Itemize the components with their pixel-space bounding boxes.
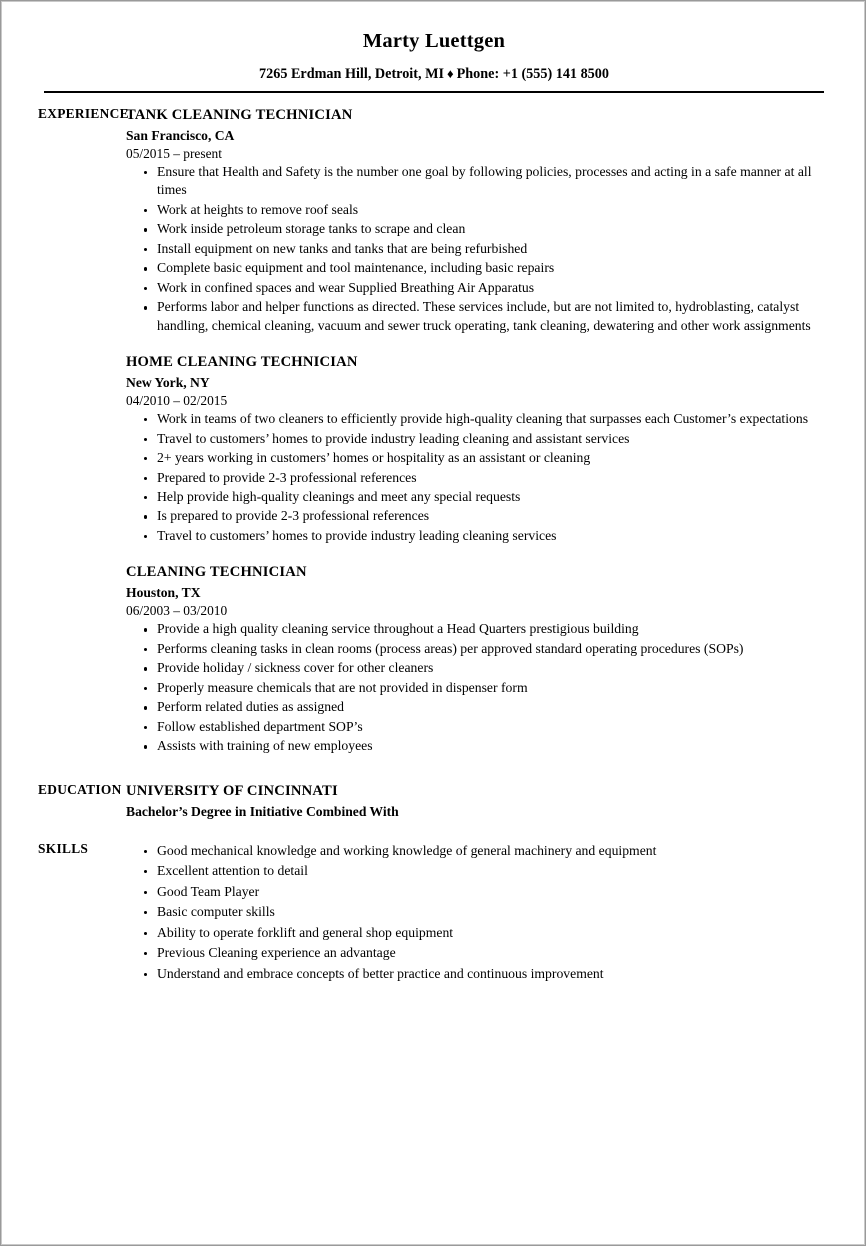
list-item: Perform related duties as assigned	[126, 698, 826, 716]
list-item: Properly measure chemicals that are not provided in dispenser form	[126, 679, 826, 697]
diamond-separator-icon: ♦	[446, 65, 454, 81]
list-item: Complete basic equipment and tool maintenance, including basic repairs	[126, 259, 826, 277]
skills-list	[126, 842, 826, 983]
section-label-education: EDUCATION	[38, 781, 122, 797]
list-item: Work inside petroleum storage tanks to scrape and clean	[126, 220, 826, 238]
list-item: Ability to operate forklift and general shop equipment	[126, 924, 826, 942]
list-item: Basic computer skills	[126, 903, 826, 921]
contact-line	[2, 53, 866, 83]
list-item: Follow established department SOP’s	[126, 718, 826, 736]
job-title: CLEANING TECHNICIAN	[126, 564, 307, 581]
list-item: Good Team Player	[126, 883, 826, 901]
job-entry	[126, 106, 826, 335]
list-item: Excellent attention to detail	[126, 862, 826, 880]
list-item: Is prepared to provide 2-3 professional references	[126, 507, 826, 525]
education-entry	[126, 782, 826, 822]
list-item: Good mechanical knowledge and working knowledge of general machinery and equipment	[126, 842, 826, 860]
list-item: 2+ years working in customers’ homes or hospitality as an assistant or cleaning	[126, 449, 826, 467]
job-dates: 06/2003 – 03/2010	[126, 602, 228, 618]
list-item: Provide a high quality cleaning service throughout a Head Quarters prestigious building	[126, 620, 826, 638]
list-item: Work at heights to remove roof seals	[126, 201, 826, 219]
resume-content	[2, 2, 866, 985]
job-entry	[126, 353, 826, 545]
job-location: San Francisco, CA	[126, 127, 235, 143]
list-item: Understand and embrace concepts of better practice and continuous improvement	[126, 965, 826, 983]
job-location: Houston, TX	[126, 585, 201, 601]
resume-header	[2, 2, 866, 93]
education-school: UNIVERSITY OF CINCINNATI	[126, 782, 338, 799]
list-item: Work in confined spaces and wear Supplied Breathing Air Apparatus	[126, 279, 826, 297]
job-dates: 05/2015 – present	[126, 145, 222, 161]
education-section	[2, 782, 866, 822]
experience-section	[2, 106, 866, 756]
job-responsibility-list	[126, 410, 826, 545]
list-item: Install equipment on new tanks and tanks that are being refurbished	[126, 240, 826, 258]
job-dates: 04/2010 – 02/2015	[126, 392, 228, 408]
job-responsibility-list	[126, 163, 826, 335]
section-label-experience: EXPERIENCE	[38, 106, 129, 122]
candidate-name: Marty Luettgen	[362, 30, 506, 52]
education-degree: Bachelor’s Degree in Initiative Combined With	[126, 804, 399, 820]
list-item: Work in teams of two cleaners to efficiently provide high-quality cleaning that surpasses each Customer’s expectations	[126, 410, 826, 428]
page-border	[1, 1, 865, 1245]
job-location: New York, NY	[126, 374, 210, 390]
header-divider	[44, 91, 824, 93]
list-item: Help provide high-quality cleanings and meet any special requests	[126, 488, 826, 506]
education-body	[126, 782, 866, 822]
list-item: Performs labor and helper functions as directed. These services include, but are not limited to, hydroblasting, catalyst handling, chemical cleaning, vacuum and sewer truck operating, tank cleaning, dewatering and other work assignments	[126, 298, 826, 335]
list-item: Previous Cleaning experience an advantage	[126, 944, 826, 962]
contact-phone: Phone: +1 (555) 141 8500	[456, 65, 609, 82]
section-label-skills: SKILLS	[38, 840, 89, 856]
skills-section	[2, 841, 866, 985]
list-item: Assists with training of new employees	[126, 737, 826, 755]
job-responsibility-list	[126, 620, 826, 755]
list-item: Travel to customers’ homes to provide industry leading cleaning services	[126, 527, 826, 545]
list-item: Provide holiday / sickness cover for other cleaners	[126, 659, 826, 677]
list-item: Travel to customers’ homes to provide industry leading cleaning and assistant services	[126, 430, 826, 448]
list-item: Ensure that Health and Safety is the number one goal by following policies, processes and acting in a safe manner at all times	[126, 163, 826, 200]
list-item: Performs cleaning tasks in clean rooms (process areas) per approved standard operating procedures (SOPs)	[126, 640, 826, 658]
experience-body	[126, 106, 866, 756]
job-title: HOME CLEANING TECHNICIAN	[126, 354, 358, 371]
job-title: TANK CLEANING TECHNICIAN	[126, 107, 353, 124]
list-item: Prepared to provide 2-3 professional references	[126, 469, 826, 487]
contact-address: 7265 Erdman Hill, Detroit, MI	[259, 65, 444, 82]
job-entry	[126, 563, 826, 755]
skills-body	[126, 841, 866, 985]
